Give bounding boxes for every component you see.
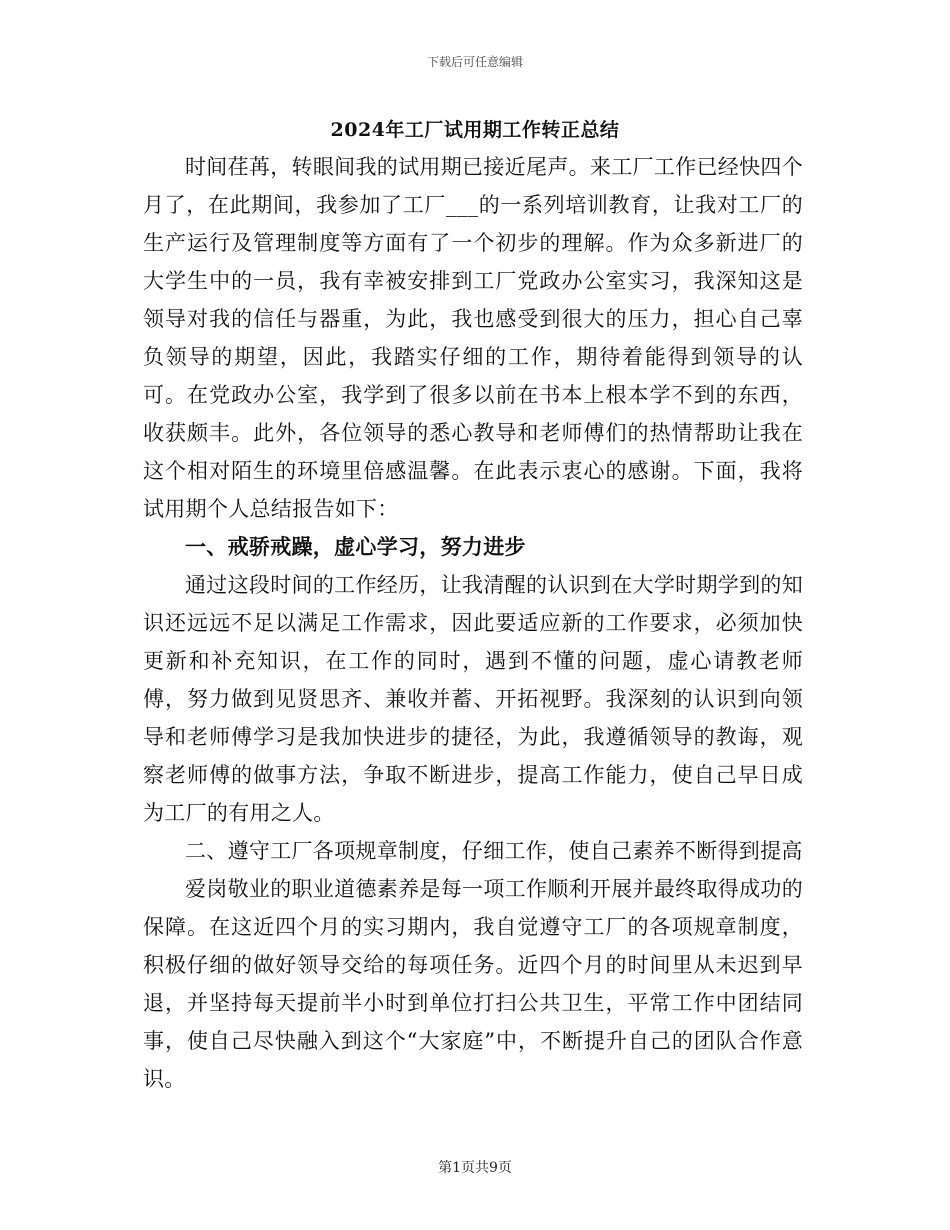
paragraph-intro: 时间荏苒，转眼间我的试用期已接近尾声。来工厂工作已经快四个月了，在此期间，我参加了工厂___的一系列培训教育，让我对工厂的生产运行及管理制度等方面有了一个初步的理解。作为众多新进厂的大学生中的一员，我有幸被安排到工厂党政办公室实习，我深知这是领导对我的信任与器重，为此，我也感受到很大的压力，担心自己辜负领导的期望，因此，我踏实仔细的工作，期待着能得到领导的认可。在党政办公室，我学到了很多以前在书本上根本学不到的东西，收获颇丰。此外，各位领导的悉心教导和老师傅们的热情帮助让我在这个相对陌生的环境里倍感温馨。在此表示衷心的感谢。下面，我将试用期个人总结报告如下：	[143, 155, 803, 521]
header-note: 下载后可任意编辑	[426, 55, 523, 69]
section-heading-1: 一、戒骄戒躁，虚心学习，努力进步	[185, 534, 526, 559]
document-body	[143, 148, 803, 1098]
page-footer: 第1页共9页	[438, 1160, 512, 1176]
section-heading-2: 二、遵守工厂各项规章制度，仔细工作，使自己素养不断得到提高	[185, 839, 803, 863]
paragraph-section-1: 通过这段时间的工作经历，让我清醒的认识到在大学时期学到的知识还远远不足以满足工作需求，因此要适应新的工作要求，必须加快更新和补充知识，在工作的同时，遇到不懂的问题，虚心请教老师傅，努力做到见贤思齐、兼收并蓄、开拓视野。我深刻的认识到向领导和老师傅学习是我加快进步的捷径，为此，我遵循领导的教诲，观察老师傅的做事方法，争取不断进步，提高工作能力，使自己早日成为工厂的有用之人。	[143, 573, 803, 825]
paragraph-section-2: 爱岗敬业的职业道德素养是每一项工作顺利开展并最终取得成功的保障。在这近四个月的实习期内，我自觉遵守工厂的各项规章制度，积极仔细的做好领导交给的每项任务。近四个月的时间里从未迟到早退，并坚持每天提前半小时到单位打扫公共卫生，平常工作中团结同事，使自己尽快融入到这个“大家庭”中，不断提升自己的团队合作意识。	[143, 877, 803, 1091]
document-title: 2024年工厂试用期工作转正总结	[330, 119, 620, 141]
